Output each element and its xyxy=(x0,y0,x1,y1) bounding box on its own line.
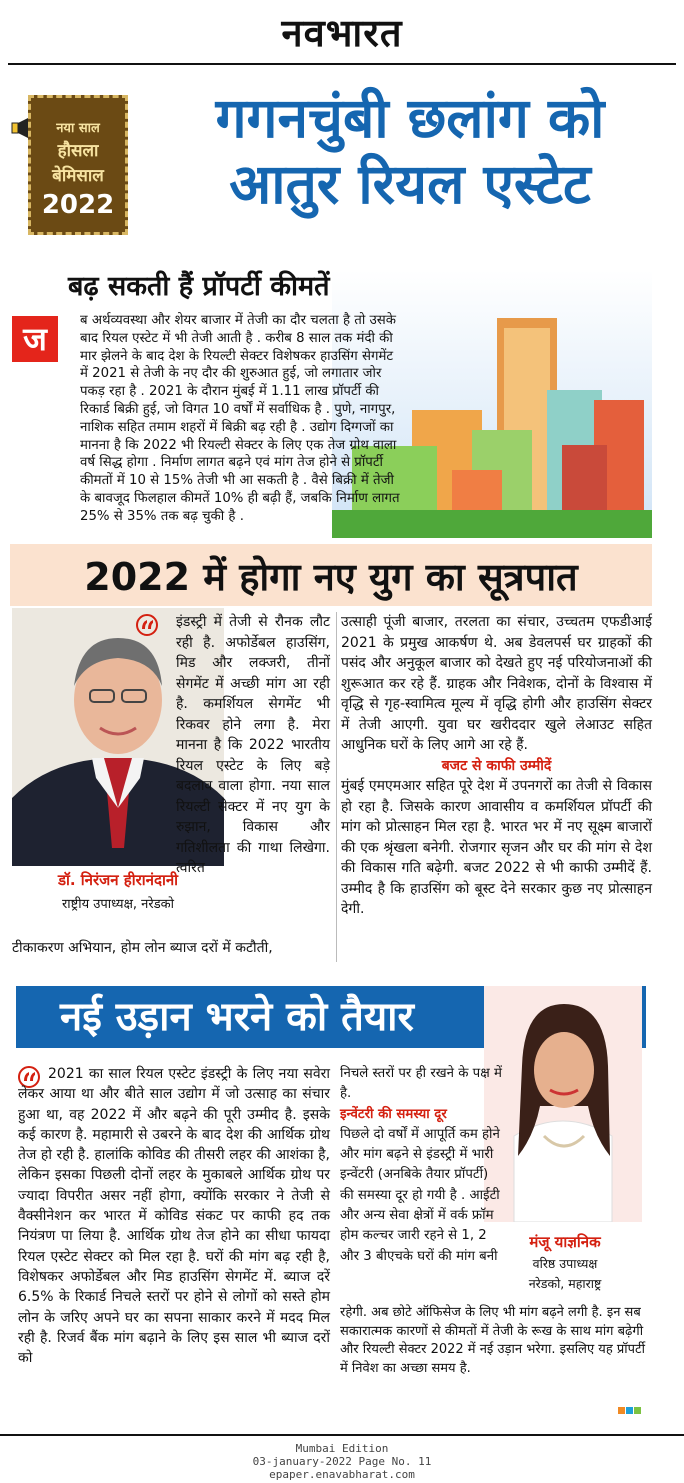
section3-column-a xyxy=(18,1064,330,1368)
section2-subheading: बजट से काफी उम्मीदें xyxy=(441,757,552,774)
footer-date-page: 03-january-2022 Page No. 11 xyxy=(252,1455,432,1468)
section2-column-c-text1: उत्साही पूंजी बाजार, तरलता का संचार, उच्चतम एफडीआई 2021 के प्रमुख आकर्षण थे. अब डेवलपर्स घर ग्राहकों की पसंद और अनुकूल बाजार को देखते हुए नई परियोजनाओं की शुरूआत कर रहे हैं. ग्राहक और निवेशक, दोनों के विश्वास में वृद्धि से गृह-स्वामित्व मूल्य में वृद्धि होगी और हाउसिंग सेक्टर में तेजी आएगी. युवा घर खरीददार खुले लेआउट सहित आधुनिक घरों के लिए आगे आ रहे हैं. xyxy=(341,614,652,753)
person-designation: वरिष्ठ उपाध्यक्ष xyxy=(532,1256,598,1271)
section1-text: ब अर्थव्यवस्था और शेयर बाजार में तेजी का दौर चलता है तो उसके बाद रियल एस्टेट में भी तेजी आती है . करीब 8 साल तक मंदी की मार झेलने के बाद देश के रियल्टी सेक्टर विशेषकर हाउसिंग सेगमेंट में 2021 से तेजी के नए दौर की शुरुआत हुई, जो लगातार जोर पकड़ रहा है . 2021 के दौरान मुंबई में 1.11 लाख प्रॉपर्टी की रिकार्ड बिक्री हुई, जो विगत 10 वर्षों में सर्वाधिक है . पुणे, नागपुर, नाशिक सहित तमाम शहरों में बिक्री बढ़ रही है . उद्योग दिग्गजों का मानना है कि 2022 भी रियल्टी सेक्टर के लिए एक तेज ग्रोथ वाला वर्ष सिद्ध होगा . निर्माण लागत बढ़ने एवं मांग तेज होने से प्रॉपर्टी कीमतों में 10 से 15% तेजी भी आ सकती है . वैसे बिक्री में तेजी के बावजूद फिलहाल कीमतें 10% ही बढ़ी हैं, जबकि निर्माण लागत 25% से 35% तक बढ़ चुकी है . xyxy=(80,313,400,524)
badge-line3: बेमिसाल xyxy=(52,166,104,186)
section3-column-b-text2: पिछले दो वर्षों में आपूर्ति कम होने और मांग बढ़ने से इंडस्ट्री में भारी इन्वेंटरी (अनबिके तैयार प्रॉपर्टी) की समस्या दूर हो गयी है . आईटी और अन्य सेवा क्षेत्रों में वर्क फ्रॉम होम कल्चर जारी रहने से 1, 2 और 3 बीएचके घरों की मांग बनी xyxy=(340,1126,500,1264)
section1-dropcap: ज xyxy=(12,316,58,362)
section3-column-b xyxy=(340,1064,504,1267)
portrait-illustration xyxy=(484,986,642,1222)
column-divider xyxy=(336,612,337,962)
footer xyxy=(0,1442,684,1481)
section2-column-a: इंडस्ट्री में तेजी से रौनक लौट रही है. अफोर्डेबल हाउसिंग, मिड और लक्जरी, तीनों सेगमेंट में अच्छी मांग आ रही है. कमर्शियल सेगमेंट भी रिकवर होने लगा है. मेरा मानना है कि 2022 भारतीय रियल एस्टेट के लिए बड़े बदलाव वाला होगा. नया साल रियल्टी सेक्टर में नए युग के रुझान, विकास और गतिशीलता की गाथा लिखेगा. त्वरित xyxy=(176,614,330,876)
section3-column-a-text: 2021 का साल रियल एस्टेट इंडस्ट्री के लिए नया सवेरा लेकर आया था और बीते साल उद्योग में जो उत्साह का संचार हुआ था, वह 2022 में और बढ़ने की पूरी उम्मीद है. इसके कई कारण है. महामारी से उबरने के बाद देश की आर्थिक ग्रोथ तेज हो रही है. हालांकि कोविड की तीसरी लहर की आशंका है, लेकिन इसका पिछली दोनों लहर के मुकाबले आर्थिक ग्रोथ पर ज्यादा विपरीत असर नहीं होगा, क्योंकि सरकार ने तेजी से वैक्सीनेशन कर भारत में कोविड संकट पर काफी हद तक नियंत्रण पा लिया है. आर्थिक ग्रोथ तेज होने का सीधा फायदा रियल एस्टेट सेक्टर को मिल रहा है. घरों की मांग बढ़ रही है, विशेषकर अफोर्डेबल और मिड हाउसिंग सेगमेंट में. ब्याज दरें 6.5% के रिकार्ड निचले स्तरों पर होने से लोगों को सस्ते होम लोन के जरिए अपने घर का सपना साकार करने में मदद मिल रही है. रिजर्व बैंक मांग बढ़ाने के लिए इस साल भी ब्याज दरों को xyxy=(18,1066,330,1367)
footer-edition: Mumbai Edition xyxy=(295,1442,389,1455)
person-photo-yagnik xyxy=(484,986,642,1222)
quote-mark-icon xyxy=(136,614,158,636)
masthead-title: नवभारत xyxy=(281,11,403,55)
footer-rule xyxy=(0,1434,684,1436)
end-marker xyxy=(618,1399,642,1418)
badge-line1: नया साल xyxy=(56,121,100,136)
badge-line2: हौसला xyxy=(57,141,99,161)
badge-year: 2022 xyxy=(41,190,115,220)
section2-column-c-text2: मुंबई एमएमआर सहित पूरे देश में उपनगरों का तेजी से विकास हो रहा है. जिसके कारण आवासीय व कमर्शियल प्रॉपर्टी की मांग को प्रोत्साहन मिल रहा है. भारत भर में नए सूक्ष्म बाजारों की एक श्रृंखला बनेगी. रोजगार सृजन और घर की मांग से देश की विकास गति बढ़ेगी. बजट 2022 से भी काफी उम्मीदें हैं. उम्मीद है कि हाउसिंग को बूस्ट देने सरकार कुछ नए प्रोत्साहन देगी. xyxy=(341,778,652,917)
headline-line2: आतुर रियल एस्टेट xyxy=(229,152,591,216)
main-headline xyxy=(140,85,680,217)
footer-site: epaper.enavabharat.com xyxy=(269,1468,415,1481)
masthead-rule xyxy=(8,63,676,65)
section2-column-b: टीकाकरण अभियान, होम लोन ब्याज दरों में कटौती, xyxy=(12,940,273,956)
section2-column-c xyxy=(341,612,652,920)
section3-title: नई उड़ान भरने को तैयार xyxy=(60,994,414,1040)
person-name: मंजू याज्ञनिक xyxy=(529,1233,601,1251)
section2-title: 2022 में होगा नए युग का सूत्रपात xyxy=(84,555,578,599)
person-organisation: नरेडको, महाराष्ट्र xyxy=(528,1276,602,1291)
person-designation: राष्ट्रीय उपाध्यक्ष, नरेडको xyxy=(61,897,175,912)
section3-subheading: इन्वेंटरी की समस्या दूर xyxy=(340,1106,447,1122)
section3-column-b-text1: निचले स्तरों पर ही रखने के पक्ष में है. xyxy=(340,1066,502,1102)
section1-subheading: बढ़ सकती हैं प्रॉपर्टी कीमतें xyxy=(68,271,330,302)
new-year-badge xyxy=(28,95,128,235)
section3-column-c: रहेगी. अब छोटे ऑफिसेज के लिए भी मांग बढ़ने लगी है. इन सब सकारात्मक कारणों से कीमतों में तेजी के रूख के साथ मांग बढ़ेगी और रियल्टी सेक्टर 2022 में नई उड़ान भरेगा. इसलिए यह प्रॉपर्टी में निवेश का अच्छा समय है. xyxy=(340,1305,645,1376)
person-name: डॉ. निरंजन हीरानंदानी xyxy=(57,871,179,889)
section1-body xyxy=(10,312,400,526)
person-caption-yagnik xyxy=(490,1232,640,1292)
headline-line1: गगनचुंबी छलांग को xyxy=(215,86,605,150)
